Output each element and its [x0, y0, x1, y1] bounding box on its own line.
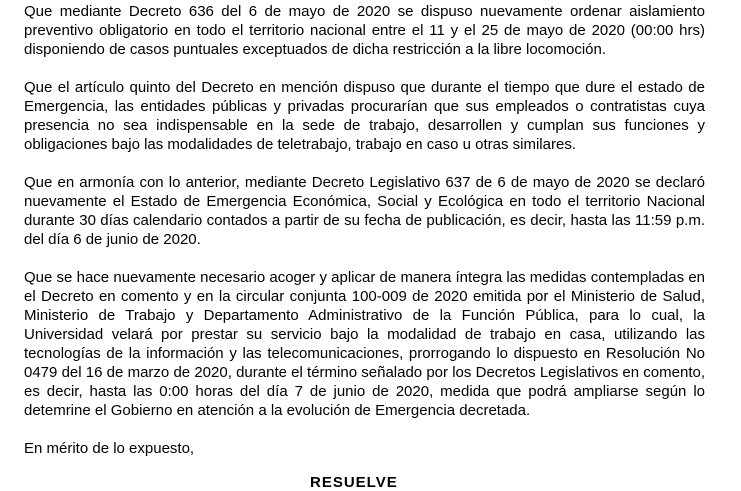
paragraph-articulo-quinto: Que el artículo quinto del Decreto en mención dispuso que durante el tiempo que dure el estado de Emergencia, las entidades públicas y privadas procurarían que sus empleados o contratistas cuya presencia no sea indispensable en la sede de trabajo, desarrollen y cumplan sus funciones y obligaciones bajo las modalidades de teletrabajo, trabajo en caso u otras similares. — [24, 79, 705, 153]
paragraph-merito: En mérito de lo expuesto, — [24, 440, 195, 457]
document-body — [24, 0, 705, 458]
section-heading: RESUELVE — [310, 474, 398, 491]
paragraph-decreto-637: Que en armonía con lo anterior, mediante Decreto Legislativo 637 de 6 de mayo de 2020 se declaró nuevamente el Estado de Emergencia Económica, Social y Ecológica en todo el territorio Nacional durante 30 días calendario contados a partir de su fecha de publicación, es decir, hasta las 11:59 p.m. del día 6 de junio de 2020. — [24, 174, 705, 248]
paragraph-decreto-636: Que mediante Decreto 636 del 6 de mayo de 2020 se dispuso nuevamente ordenar aislamiento preventivo obligatorio en todo el territorio nacional entre el 11 y el 25 de mayo de 2020 (00:00 hrs) disponiendo de casos puntuales exceptuados de dicha restricción a la libre locomoción. — [24, 3, 705, 58]
paragraph-medidas: Que se hace nuevamente necesario acoger y aplicar de manera íntegra las medidas contempladas en el Decreto en comento y en la circular conjunta 100-009 de 2020 emitida por el Ministerio de Salud, Ministerio de Trabajo y Departamento Administrativo de la Función Pública, para lo cual, la Universidad velará por prestar su servicio bajo la modalidad de trabajo en casa, utilizando las tecnologías de la información y las telecomunicaciones, prorrogando lo dispuesto en Resolución No 0479 del 16 de marzo de 2020, durante el término señalado por los Decretos Legislativos en comento, es decir, hasta las 0:00 horas del día 7 de junio de 2020, medida que podrá ampliarse según lo detemrine el Gobierno en atención a la evolución de Emergencia decretada. — [24, 269, 705, 419]
